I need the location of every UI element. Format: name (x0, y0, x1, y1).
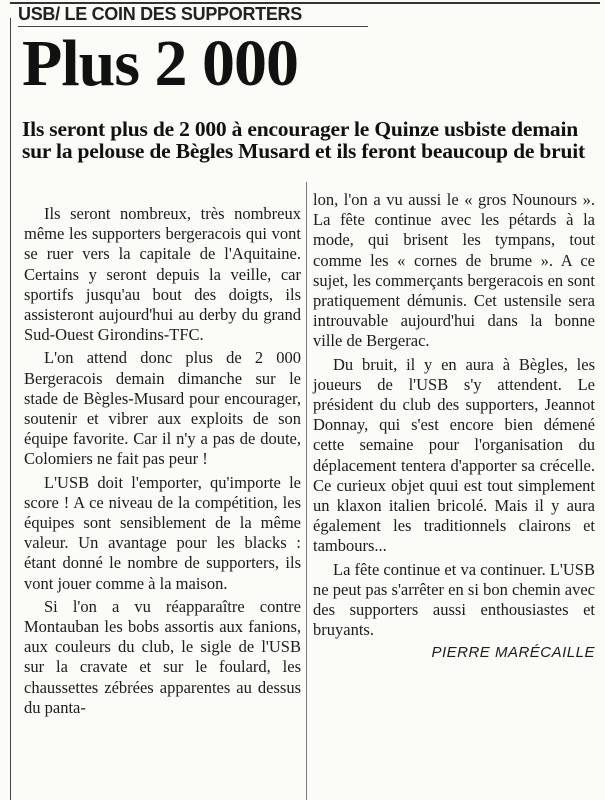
right-column (313, 190, 595, 664)
column-divider (306, 182, 307, 800)
paragraph: La fête continue et va continuer. L'USB ne peut pas s'arrêter en si bon chemin avec des supporters aussi enthousiastes et bruyants. (313, 559, 595, 640)
paragraph: Si l'on a vu réapparaître contre Montauban les bobs assortis aux fanions, aux couleurs du club, le sigle de l'USB sur la cravate et sur le foulard, les chaussettes zébrées apparentes au dessus du panta- (24, 596, 301, 717)
author-signature: PIERRE MARÉCAILLE (431, 644, 595, 662)
subheadline: Ils seront plus de 2 000 à encourager le Quinze usbiste demain sur la pelouse de Bègles Musard et ils feront beaucoup de bruit (22, 117, 585, 163)
headline: Plus 2 000 (22, 27, 299, 100)
paragraph: L'on attend donc plus de 2 000 Bergeracois demain dimanche sur le stade de Bègles-Musard pour encourager, soutenir et vibrer aux exploits de son équipe favorite. Car il n'y a pas de doute, Colomiers ne fait pas peur ! (24, 348, 301, 469)
paragraph: Du bruit, il y en aura à Bègles, les joueurs de l'USB s'y attendent. Le président du club des supporters, Jeannot Donnay, qui s'est encore bien démené cette semaine pour l'organisation du déplacement tentera d'apporter sa crécelle. Ce curieux objet quui est tout simplement un klaxon italien bricolé. Mais il y aura également les traditionnels clairons et tambours... (313, 354, 595, 556)
left-frame-rule (10, 18, 11, 800)
section-kicker: USB/ LE COIN DES SUPPORTERS (18, 4, 302, 24)
paragraph: Ils seront nombreux, très nombreux même les supporters bergeracois qui vont se ruer vers la capitale de l'Aquitaine. Certains y seront depuis la veille, car sportifs jusqu'au bout des doigts, ils assisteront aujourd'hui au derby du grand Sud-Ouest Girondins-TFC. (24, 204, 301, 345)
paragraph: L'USB doit l'emporter, qu'importe le score ! A ce niveau de la compétition, les équipes sont sensiblement de la même valeur. Un avantage pour les blacks : étant donné le nombre de supporters, ils vont jouer comme à la maison. (24, 472, 301, 593)
left-column (24, 204, 301, 718)
paragraph-continuation: lon, l'on a vu aussi le « gros Nounours ». La fête continue avec les pétards à la mode, qui brisent les tympans, tout comme les « cornes de brume ». A ce sujet, les commerçants bergeracois en sont pratiquement démunis. Cet ustensile sera introuvable aujourd'hui dans la bonne ville de Bergerac. (313, 190, 595, 351)
